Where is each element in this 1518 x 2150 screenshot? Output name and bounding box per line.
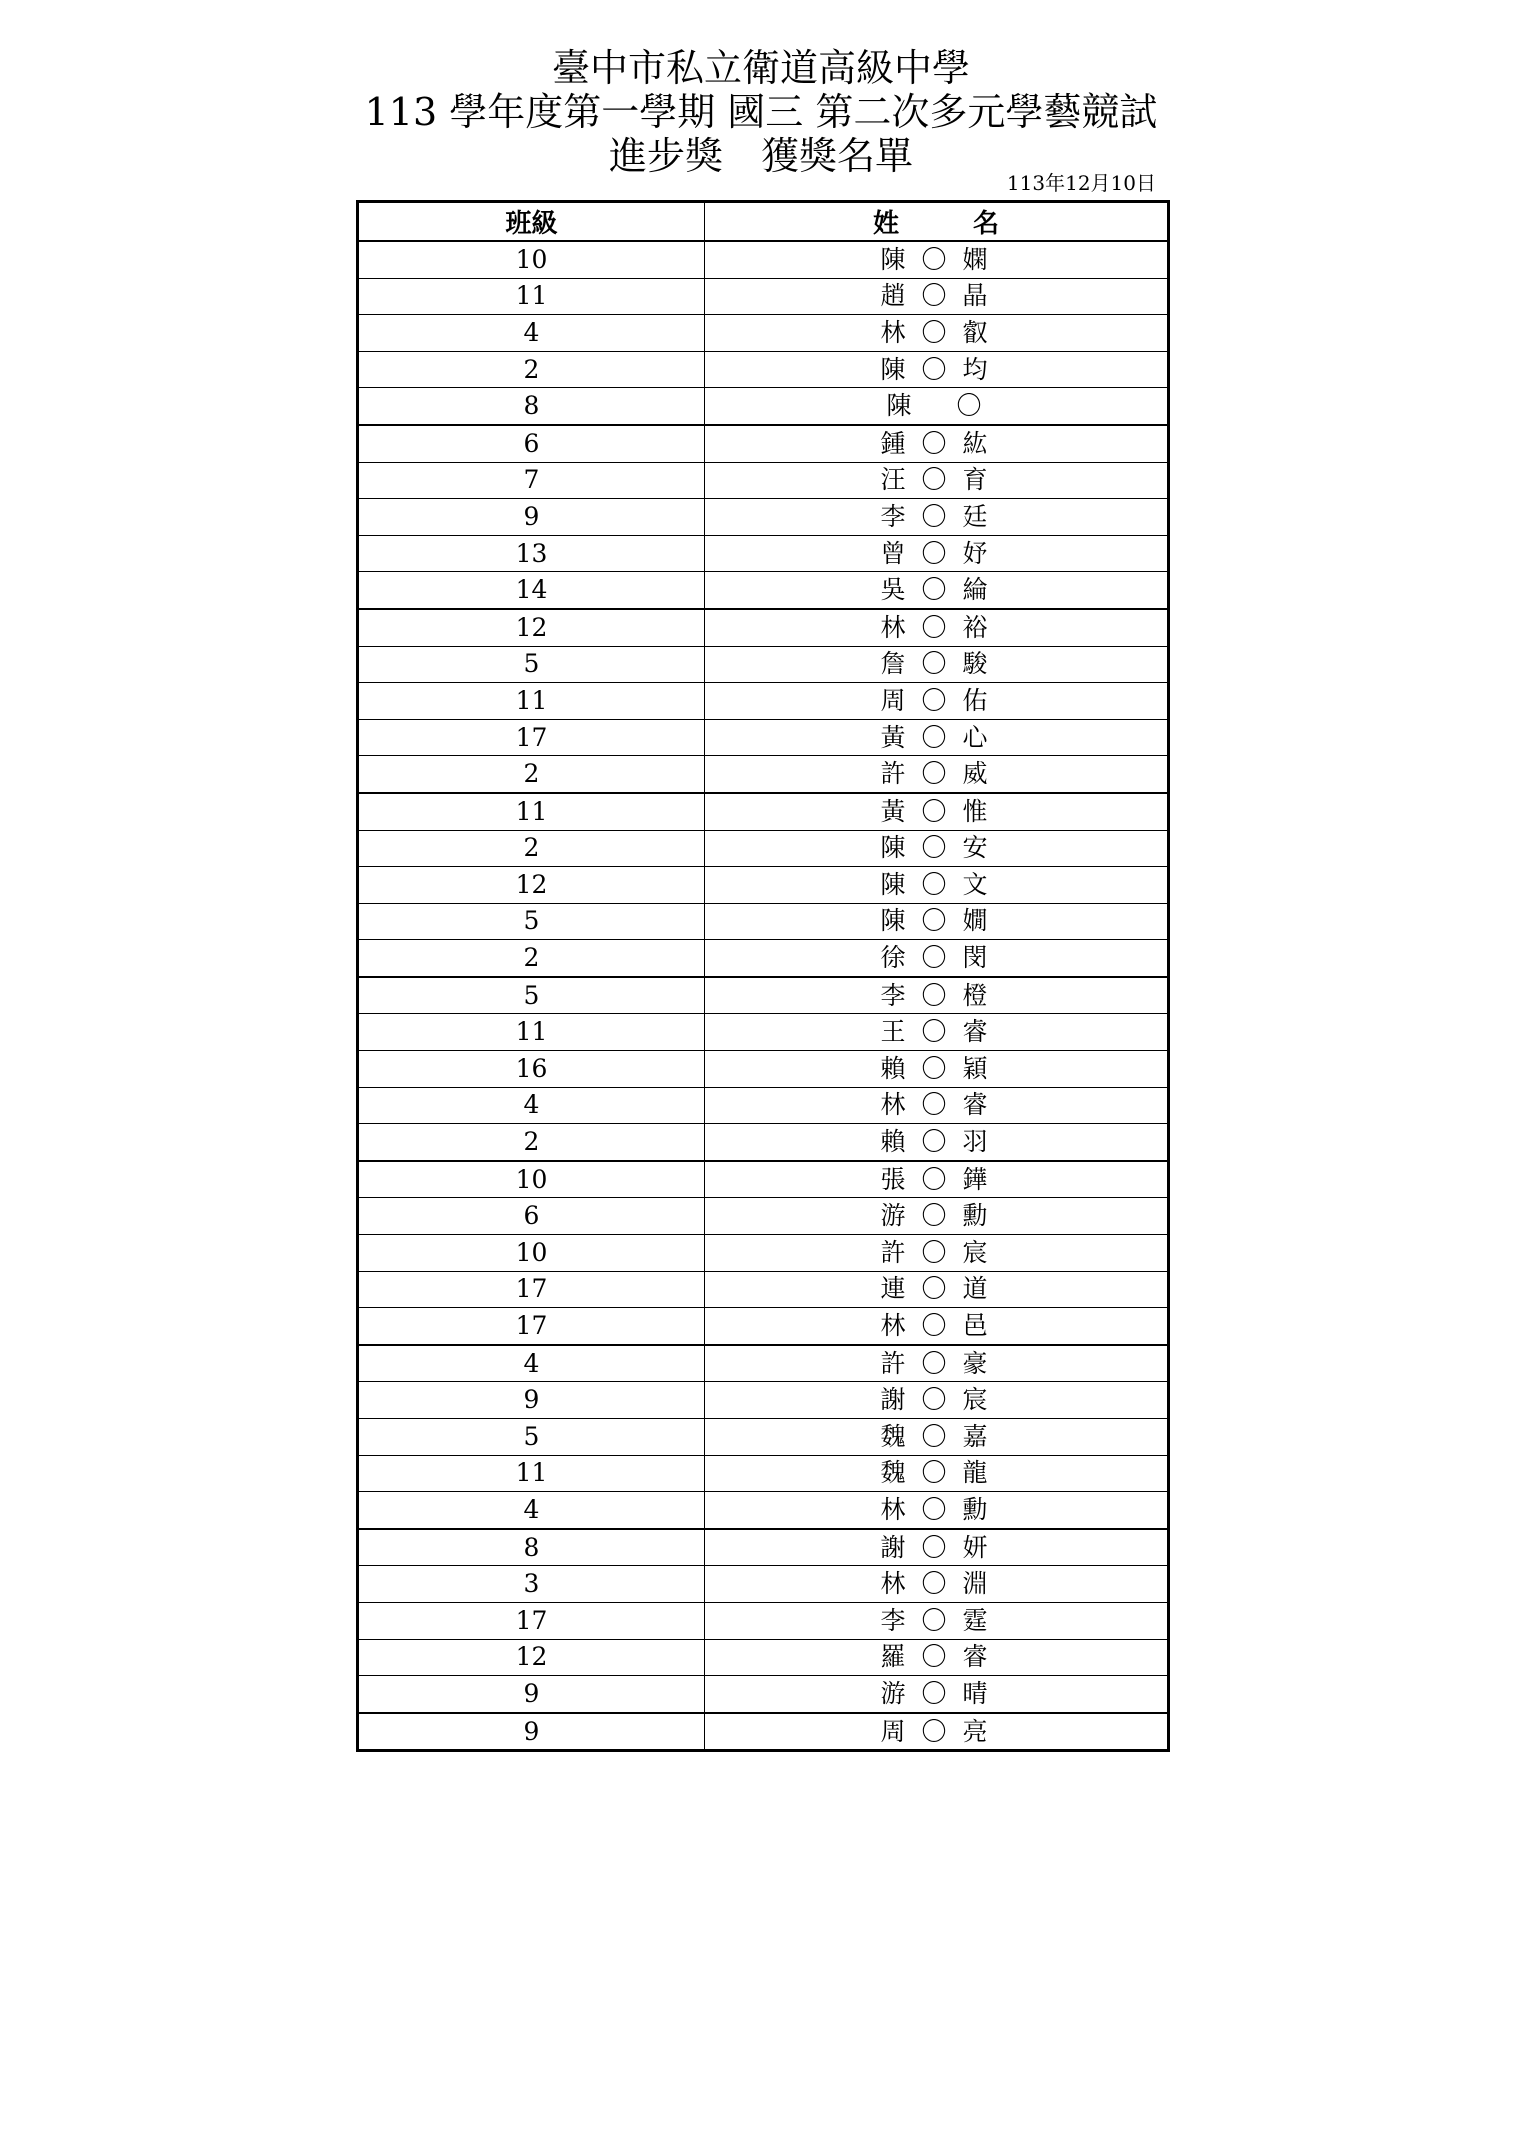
class-cell: 2 <box>358 351 705 388</box>
name-cell: 張 〇 鏵 <box>705 1161 1169 1198</box>
name-cell: 林 〇 叡 <box>705 315 1169 352</box>
class-cell: 9 <box>358 1382 705 1419</box>
class-cell: 2 <box>358 756 705 793</box>
table-row <box>358 1455 1169 1492</box>
class-cell: 4 <box>358 1492 705 1529</box>
table-row <box>358 1198 1169 1235</box>
table-row <box>358 1235 1169 1272</box>
name-cell: 曾 〇 妤 <box>705 535 1169 572</box>
table-row <box>358 1345 1169 1382</box>
roster-body <box>358 241 1169 1751</box>
table-row <box>358 241 1169 278</box>
table-row <box>358 940 1169 977</box>
name-cell: 游 〇 晴 <box>705 1676 1169 1713</box>
class-cell: 12 <box>358 609 705 646</box>
class-cell: 5 <box>358 646 705 683</box>
table-row <box>358 977 1169 1014</box>
table-row <box>358 278 1169 315</box>
name-cell: 汪 〇 育 <box>705 462 1169 499</box>
name-cell: 徐 〇 閔 <box>705 940 1169 977</box>
table-row <box>358 1014 1169 1051</box>
award-roster-table <box>356 200 1170 1752</box>
name-cell: 林 〇 裕 <box>705 609 1169 646</box>
table-row <box>358 1051 1169 1088</box>
name-cell: 陳 〇 文 <box>705 867 1169 904</box>
class-cell: 17 <box>358 719 705 756</box>
exam-title: 113 學年度第一學期 國三 第二次多元學藝競試 <box>364 90 1158 134</box>
table-row <box>358 830 1169 867</box>
class-cell: 11 <box>358 793 705 830</box>
class-cell: 17 <box>358 1308 705 1345</box>
issue-date: 113年12月10日 <box>1006 171 1156 195</box>
name-header-part2: 名 <box>973 209 1000 239</box>
table-row <box>358 1087 1169 1124</box>
table-row <box>358 1161 1169 1198</box>
class-cell: 7 <box>358 462 705 499</box>
class-cell: 5 <box>358 1419 705 1456</box>
table-header-row <box>358 202 1169 242</box>
table-row <box>358 646 1169 683</box>
table-row <box>358 756 1169 793</box>
table-row <box>358 867 1169 904</box>
class-cell: 10 <box>358 1235 705 1272</box>
name-cell: 趙 〇 晶 <box>705 278 1169 315</box>
name-cell: 吳 〇 綸 <box>705 572 1169 609</box>
class-cell: 11 <box>358 1455 705 1492</box>
class-cell: 11 <box>358 278 705 315</box>
name-cell: 林 〇 睿 <box>705 1087 1169 1124</box>
name-cell: 李 〇 霆 <box>705 1602 1169 1639</box>
class-cell: 8 <box>358 388 705 425</box>
class-cell: 17 <box>358 1271 705 1308</box>
table-row <box>358 572 1169 609</box>
name-cell: 許 〇 宸 <box>705 1235 1169 1272</box>
table-row <box>358 499 1169 536</box>
table-row <box>358 1713 1169 1751</box>
name-cell: 謝 〇 妍 <box>705 1529 1169 1566</box>
name-column-header <box>705 202 1169 242</box>
class-cell: 6 <box>358 1198 705 1235</box>
table-row <box>358 609 1169 646</box>
name-cell: 陳 〇 <box>705 388 1169 425</box>
name-cell: 謝 〇 宸 <box>705 1382 1169 1419</box>
name-cell: 許 〇 豪 <box>705 1345 1169 1382</box>
name-cell: 連 〇 道 <box>705 1271 1169 1308</box>
class-cell: 14 <box>358 572 705 609</box>
class-cell: 2 <box>358 940 705 977</box>
table-row <box>358 719 1169 756</box>
table-row <box>358 903 1169 940</box>
name-cell: 詹 〇 駿 <box>705 646 1169 683</box>
name-cell: 周 〇 亮 <box>705 1713 1169 1751</box>
class-cell: 2 <box>358 830 705 867</box>
name-cell: 陳 〇 嫺 <box>705 903 1169 940</box>
name-cell: 王 〇 睿 <box>705 1014 1169 1051</box>
table-row <box>358 1676 1169 1713</box>
table-row <box>358 1271 1169 1308</box>
class-cell: 2 <box>358 1124 705 1161</box>
name-cell: 李 〇 廷 <box>705 499 1169 536</box>
table-row <box>358 1419 1169 1456</box>
name-cell: 賴 〇 穎 <box>705 1051 1169 1088</box>
table-row <box>358 1124 1169 1161</box>
class-cell: 11 <box>358 683 705 720</box>
table-row <box>358 1382 1169 1419</box>
class-cell: 5 <box>358 903 705 940</box>
name-cell: 黃 〇 惟 <box>705 793 1169 830</box>
document-header <box>356 46 1166 178</box>
name-cell: 周 〇 佑 <box>705 683 1169 720</box>
name-cell: 林 〇 淵 <box>705 1566 1169 1603</box>
class-cell: 4 <box>358 315 705 352</box>
class-cell: 12 <box>358 867 705 904</box>
name-cell: 陳 〇 嫻 <box>705 241 1169 278</box>
class-cell: 9 <box>358 1713 705 1751</box>
class-cell: 4 <box>358 1087 705 1124</box>
name-cell: 游 〇 勳 <box>705 1198 1169 1235</box>
table-row <box>358 1566 1169 1603</box>
table-row <box>358 425 1169 462</box>
class-cell: 16 <box>358 1051 705 1088</box>
class-cell: 12 <box>358 1639 705 1676</box>
table-row <box>358 793 1169 830</box>
class-cell: 11 <box>358 1014 705 1051</box>
name-cell: 羅 〇 睿 <box>705 1639 1169 1676</box>
name-cell: 陳 〇 均 <box>705 351 1169 388</box>
table-row <box>358 1492 1169 1529</box>
class-cell: 10 <box>358 241 705 278</box>
class-column-header: 班級 <box>358 202 705 242</box>
class-cell: 8 <box>358 1529 705 1566</box>
name-cell: 林 〇 邑 <box>705 1308 1169 1345</box>
table-row <box>358 1602 1169 1639</box>
class-cell: 9 <box>358 1676 705 1713</box>
name-cell: 林 〇 勳 <box>705 1492 1169 1529</box>
class-cell: 5 <box>358 977 705 1014</box>
class-cell: 13 <box>358 535 705 572</box>
class-cell: 3 <box>358 1566 705 1603</box>
name-header-part1: 姓 <box>872 209 899 239</box>
name-cell: 黃 〇 心 <box>705 719 1169 756</box>
table-row <box>358 315 1169 352</box>
class-cell: 17 <box>358 1602 705 1639</box>
class-cell: 9 <box>358 499 705 536</box>
class-cell: 6 <box>358 425 705 462</box>
table-row <box>358 351 1169 388</box>
class-cell: 4 <box>358 1345 705 1382</box>
class-cell: 10 <box>358 1161 705 1198</box>
name-cell: 魏 〇 龍 <box>705 1455 1169 1492</box>
name-cell: 許 〇 威 <box>705 756 1169 793</box>
table-row <box>358 462 1169 499</box>
table-row <box>358 535 1169 572</box>
table-row <box>358 1639 1169 1676</box>
name-cell: 李 〇 橙 <box>705 977 1169 1014</box>
award-title: 進步獎 獲獎名單 <box>608 134 913 178</box>
table-row <box>358 1308 1169 1345</box>
name-cell: 魏 〇 嘉 <box>705 1419 1169 1456</box>
table-row <box>358 683 1169 720</box>
school-name: 臺中市私立衛道高級中學 <box>551 46 970 90</box>
name-cell: 賴 〇 羽 <box>705 1124 1169 1161</box>
name-cell: 鍾 〇 紘 <box>705 425 1169 462</box>
table-row <box>358 1529 1169 1566</box>
table-row <box>358 388 1169 425</box>
name-cell: 陳 〇 安 <box>705 830 1169 867</box>
